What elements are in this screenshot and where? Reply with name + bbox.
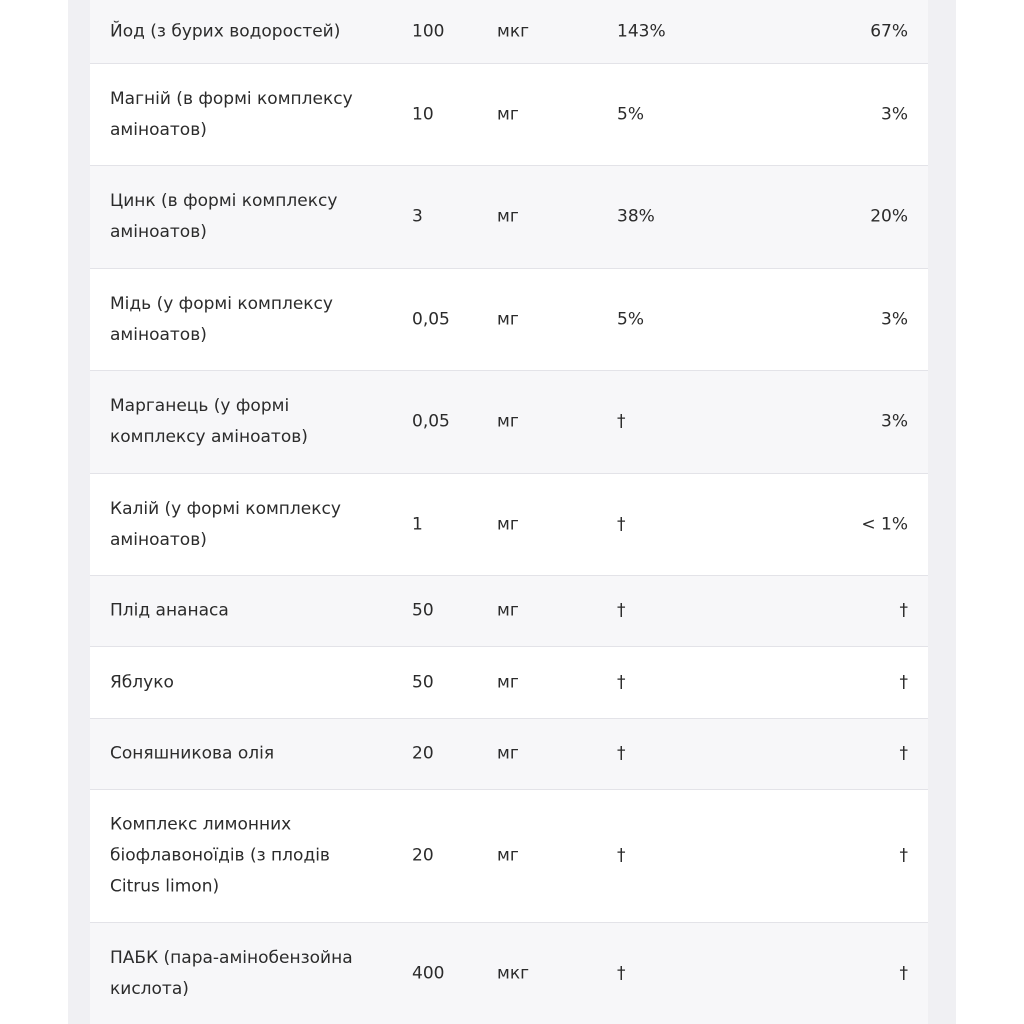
daily-value-1: 5% xyxy=(617,309,644,329)
ingredient-amount: 100 xyxy=(412,21,445,41)
daily-value-1: 38% xyxy=(617,206,655,227)
daily-value-2: 67% xyxy=(870,21,908,41)
daily-value-1: † xyxy=(617,672,626,692)
ingredient-unit: мкг xyxy=(497,963,530,983)
ingredient-unit: мг xyxy=(497,104,519,124)
daily-value-1: † xyxy=(617,514,626,534)
right-side-panel xyxy=(928,0,956,1024)
daily-value-2: † xyxy=(899,963,908,983)
table-row xyxy=(90,64,928,166)
table-row xyxy=(90,371,928,474)
ingredient-amount: 10 xyxy=(412,104,434,124)
table-row xyxy=(90,790,928,923)
daily-value-2: 3% xyxy=(881,104,908,124)
ingredient-name: Цинк (в формі комплексу аміноатов) xyxy=(110,191,338,242)
table-row xyxy=(90,923,928,1024)
ingredient-name: Йод (з бурих водоростей) xyxy=(110,21,341,41)
table-row xyxy=(90,269,928,371)
ingredient-amount: 0,05 xyxy=(412,411,450,432)
daily-value-2: † xyxy=(899,600,908,621)
ingredient-unit: мг xyxy=(497,743,519,764)
ingredient-unit: мг xyxy=(497,600,519,621)
ingredient-name: Калій (у формі комплексу аміноатов) xyxy=(110,498,341,550)
table-row xyxy=(90,474,928,576)
daily-value-2: 3% xyxy=(881,309,908,329)
daily-value-1: † xyxy=(617,845,626,866)
ingredient-name: ПАБК (пара-амінобензойна кислота) xyxy=(110,947,353,999)
ingredient-name: Марганець (у формі комплексу аміноатов) xyxy=(110,396,308,447)
ingredient-name: Магній (в формі комплексу аміноатов) xyxy=(110,88,353,140)
nutrition-table xyxy=(90,0,928,1024)
table-row xyxy=(90,166,928,269)
daily-value-1: † xyxy=(617,963,626,983)
daily-value-2: 20% xyxy=(870,206,908,227)
daily-value-1: † xyxy=(617,600,626,621)
ingredient-amount: 1 xyxy=(412,514,423,534)
ingredient-unit: мг xyxy=(497,514,519,534)
ingredient-unit: мкг xyxy=(497,21,530,41)
daily-value-1: † xyxy=(617,411,626,432)
daily-value-2: 3% xyxy=(881,411,908,432)
ingredient-amount: 400 xyxy=(412,963,445,983)
ingredient-name: Плід ананаса xyxy=(110,600,229,621)
ingredient-unit: мг xyxy=(497,411,519,432)
table-row xyxy=(90,647,928,719)
ingredient-name: Мідь (у формі комплексу аміноатов) xyxy=(110,293,333,345)
daily-value-1: 143% xyxy=(617,21,666,41)
daily-value-2: † xyxy=(899,743,908,764)
ingredient-name: Комплекс лимонних біофлавоноїдів (з плодів Citrus limon) xyxy=(110,814,330,897)
daily-value-1: 5% xyxy=(617,104,644,124)
ingredient-unit: мг xyxy=(497,309,519,329)
daily-value-2: † xyxy=(899,672,908,692)
table-row xyxy=(90,0,928,64)
ingredient-amount: 0,05 xyxy=(412,309,450,329)
table-row xyxy=(90,719,928,790)
table-row xyxy=(90,576,928,647)
ingredient-amount: 3 xyxy=(412,206,423,227)
ingredient-unit: мг xyxy=(497,845,519,866)
ingredient-name: Яблуко xyxy=(110,672,174,692)
ingredient-name: Соняшникова олія xyxy=(110,743,275,764)
ingredient-amount: 20 xyxy=(412,743,434,764)
ingredient-amount: 50 xyxy=(412,672,434,692)
ingredient-amount: 20 xyxy=(412,845,434,866)
daily-value-2: < 1% xyxy=(861,514,908,534)
ingredient-unit: мг xyxy=(497,672,519,692)
left-side-panel xyxy=(68,0,90,1024)
daily-value-1: † xyxy=(617,743,626,764)
daily-value-2: † xyxy=(899,845,908,866)
ingredient-amount: 50 xyxy=(412,600,434,621)
ingredient-unit: мг xyxy=(497,206,519,227)
